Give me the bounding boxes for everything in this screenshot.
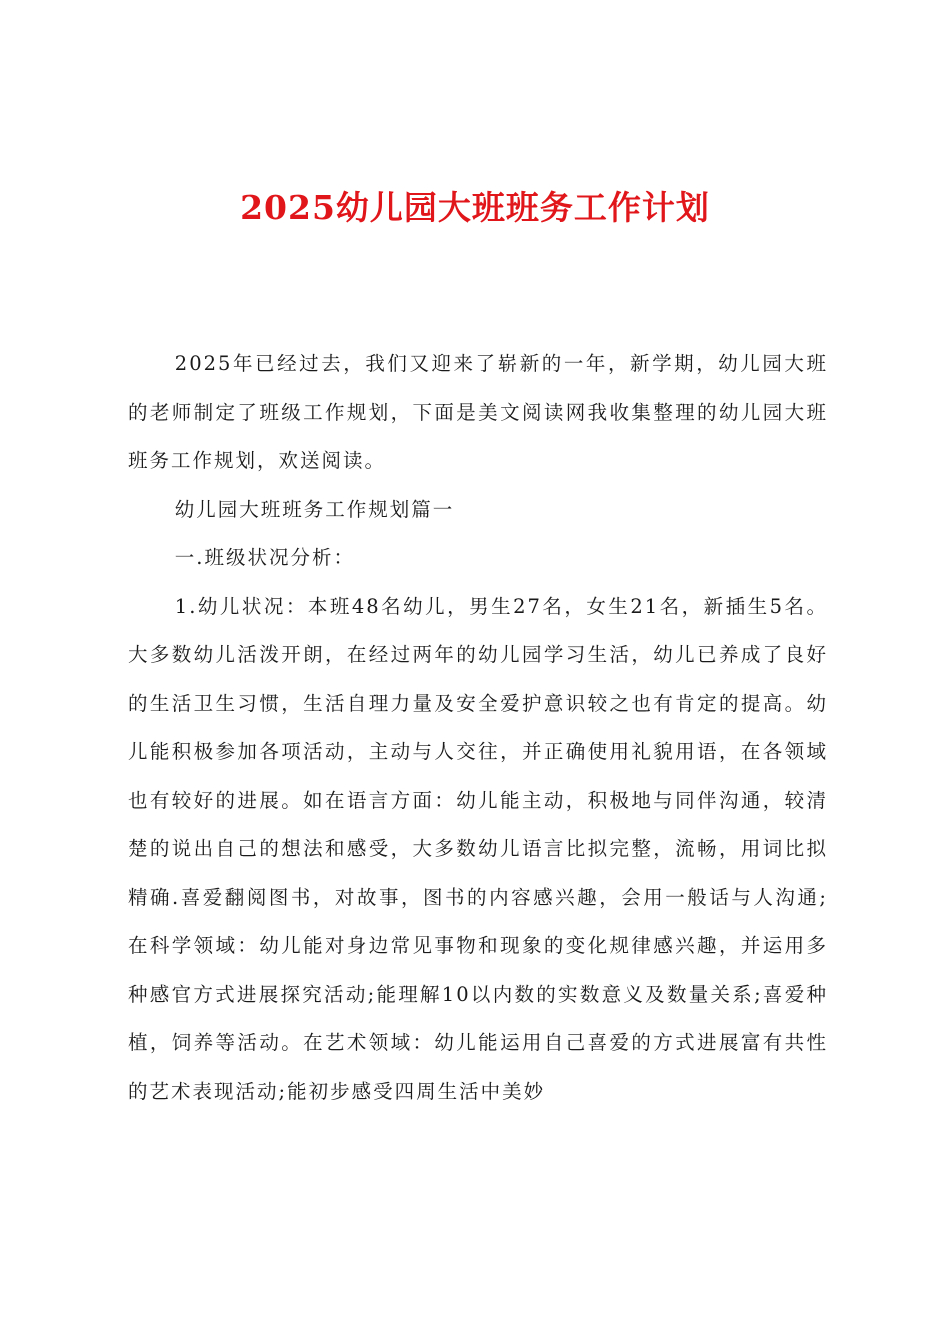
document-title: 2025幼儿园大班班务工作计划 [240, 188, 710, 227]
paragraph-intro: 2025年已经过去，我们又迎来了崭新的一年，新学期，幼儿园大班的老师制定了班级工作规划，下面是美文阅读网我收集整理的幼儿园大班班务工作规划，欢送阅读。 [128, 352, 828, 472]
paragraph-child-status: 1.幼儿状况：本班48名幼儿，男生27名，女生21名，新插生5名。大多数幼儿活泼开朗，在经过两年的幼儿园学习生活，幼儿已养成了良好的生活卫生习惯，生活自理力量及安全爱护意识较之也有肯定的提高。幼儿能积极参加各项活动，主动与人交往，并正确使用礼貌用语，在各领域也有较好的进展。如在语言方面：幼儿能主动，积极地与同伴沟通，较清楚的说出自己的想法和感受，大多数幼儿语言比拟完整，流畅，用词比拟精确.喜爱翻阅图书，对故事，图书的内容感兴趣，会用一般话与人沟通;在科学领域：幼儿能对身边常见事物和现象的变化规律感兴趣，并运用多种感官方式进展探究活动;能理解10以内数的实数意义及数量关系;喜爱种植，饲养等活动。在艺术领域：幼儿能运用自己喜爱的方式进展富有共性的艺术表现活动;能初步感受四周生活中美妙 [128, 594, 828, 1103]
paragraph-section-heading: 幼儿园大班班务工作规划篇一 [174, 497, 455, 521]
document-body [128, 340, 828, 1116]
paragraph-subheading: 一.班级状况分析： [174, 546, 355, 569]
